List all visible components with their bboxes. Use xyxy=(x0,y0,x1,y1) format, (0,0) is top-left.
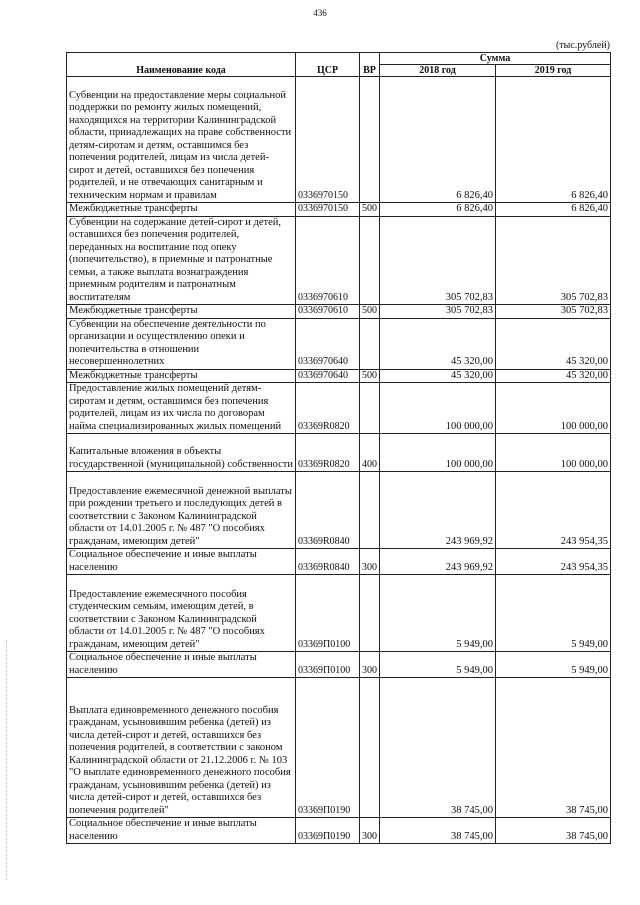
row-value-2019: 100 000,00 xyxy=(496,434,611,472)
row-value-2018: 6 826,40 xyxy=(380,203,496,217)
row-value-2019: 6 826,40 xyxy=(496,203,611,217)
row-csr: 03369R0840 xyxy=(296,472,360,549)
table-row xyxy=(67,383,611,434)
row-csr: 03369R0820 xyxy=(296,383,360,434)
table-row xyxy=(67,216,611,305)
row-name: Межбюджетные трансферты xyxy=(67,203,296,217)
row-name: Предоставление жилых помещений детям-сиротам и детям, оставшимся без попечения родителей, лицам из их числа по договорам найма специализированных жилых помещений xyxy=(67,383,296,434)
margin-dotted-line xyxy=(6,640,8,880)
row-value-2018: 45 320,00 xyxy=(380,318,496,369)
row-value-2018: 45 320,00 xyxy=(380,369,496,383)
row-csr: 0336970640 xyxy=(296,318,360,369)
table-row xyxy=(67,549,611,575)
row-value-2018: 305 702,83 xyxy=(380,305,496,319)
row-name: Предоставление ежемесячного пособия студенческим семьям, имеющим детей, в соответствии с Законом Калининградской области от 14.01.2005 г. № 487 "О пособиях гражданам, имеющим детей" xyxy=(67,575,296,652)
row-name: Межбюджетные трансферты xyxy=(67,305,296,319)
row-name: Капитальные вложения в объекты государственной (муниципальной) собственности xyxy=(67,434,296,472)
row-csr: 0336970610 xyxy=(296,305,360,319)
table-row xyxy=(67,434,611,472)
row-vr: 300 xyxy=(360,818,380,844)
row-vr: 500 xyxy=(360,369,380,383)
row-value-2018: 5 949,00 xyxy=(380,575,496,652)
row-csr: 0336970150 xyxy=(296,203,360,217)
row-csr: 03369П0190 xyxy=(296,818,360,844)
row-value-2019: 45 320,00 xyxy=(496,318,611,369)
row-vr: 300 xyxy=(360,549,380,575)
row-csr: 03369R0840 xyxy=(296,549,360,575)
row-value-2019: 38 745,00 xyxy=(496,818,611,844)
units-label: (тыс.рублей) xyxy=(555,40,610,51)
row-name: Субвенции на обеспечение деятельности по организации и осуществлению опеки и попечительства в отношении несовершеннолетних xyxy=(67,318,296,369)
row-value-2018: 38 745,00 xyxy=(380,818,496,844)
row-vr xyxy=(360,383,380,434)
row-csr: 03369П0100 xyxy=(296,652,360,678)
row-name: Предоставление ежемесячной денежной выплаты при рождении третьего и последующих детей в соответствии с Законом Калининградской области от 14.01.2005 г. № 487 "О пособиях гражданам, имеющим детей" xyxy=(67,472,296,549)
header-csr: ЦСР xyxy=(296,53,360,77)
row-vr xyxy=(360,318,380,369)
row-value-2019: 305 702,83 xyxy=(496,305,611,319)
row-name: Межбюджетные трансферты xyxy=(67,369,296,383)
row-value-2019: 6 826,40 xyxy=(496,77,611,203)
row-vr xyxy=(360,472,380,549)
table-row xyxy=(67,369,611,383)
row-value-2018: 5 949,00 xyxy=(380,652,496,678)
table-row xyxy=(67,472,611,549)
row-vr xyxy=(360,678,380,818)
header-row-top xyxy=(67,53,611,65)
row-value-2019: 243 954,35 xyxy=(496,472,611,549)
row-value-2019: 38 745,00 xyxy=(496,678,611,818)
row-name: Субвенции на содержание детей-сирот и детей, оставшихся без попечения родителей, переданных на воспитание под опеку (попечительство), в приемные и патронатные семьи, а также выплата вознаграждения приемным родителям и патронатным воспитателям xyxy=(67,216,296,305)
row-value-2018: 6 826,40 xyxy=(380,77,496,203)
row-value-2018: 38 745,00 xyxy=(380,678,496,818)
header-name: Наименование кода xyxy=(67,53,296,77)
table-row xyxy=(67,305,611,319)
row-vr: 500 xyxy=(360,203,380,217)
table-row xyxy=(67,575,611,652)
row-name: Выплата единовременного денежного пособия гражданам, усыновившим ребенка (детей) из числа детей-сирот и детей, оставшихся без попечения родителей, в соответствии с законом Калининградской области от 21.12.2006 г. № 103 "О выплате единовременного денежного пособия гражданам, усыновившим ребенка (детей) из числа детей-сирот и детей, оставшихся без попечения родителей" xyxy=(67,678,296,818)
table-row xyxy=(67,818,611,844)
row-value-2019: 243 954,35 xyxy=(496,549,611,575)
row-value-2019: 100 000,00 xyxy=(496,383,611,434)
row-name: Социальное обеспечение и иные выплаты населению xyxy=(67,818,296,844)
header-year-2019: 2019 год xyxy=(496,65,611,77)
row-value-2019: 5 949,00 xyxy=(496,575,611,652)
row-vr: 400 xyxy=(360,434,380,472)
row-name: Субвенции на предоставление меры социальной поддержки по ремонту жилых помещений, находящихся на территории Калининградской области, принадлежащих на праве собственности детям-сиротам и детям, оставшимся без попечения родителей, лицам из числа детей-сирот и детей, оставшихся без попечения родителей, и не отвечающих санитарным и техническим нормам и правилам xyxy=(67,77,296,203)
table-row xyxy=(67,678,611,818)
row-vr: 300 xyxy=(360,652,380,678)
table-row xyxy=(67,203,611,217)
header-sum: Сумма xyxy=(380,53,611,65)
row-vr xyxy=(360,77,380,203)
page-number: 436 xyxy=(313,8,327,18)
row-vr xyxy=(360,575,380,652)
row-vr xyxy=(360,216,380,305)
table-row xyxy=(67,77,611,203)
row-value-2018: 100 000,00 xyxy=(380,383,496,434)
header-year-2018: 2018 год xyxy=(380,65,496,77)
row-name: Социальное обеспечение и иные выплаты населению xyxy=(67,549,296,575)
row-csr: 0336970610 xyxy=(296,216,360,305)
header-vr: ВР xyxy=(360,53,380,77)
budget-table xyxy=(66,52,611,844)
row-value-2018: 100 000,00 xyxy=(380,434,496,472)
row-value-2018: 305 702,83 xyxy=(380,216,496,305)
row-value-2019: 305 702,83 xyxy=(496,216,611,305)
row-csr: 03369R0820 xyxy=(296,434,360,472)
row-csr: 03369П0190 xyxy=(296,678,360,818)
row-csr: 0336970150 xyxy=(296,77,360,203)
row-value-2018: 243 969,92 xyxy=(380,472,496,549)
row-csr: 0336970640 xyxy=(296,369,360,383)
row-value-2019: 45 320,00 xyxy=(496,369,611,383)
row-name: Социальное обеспечение и иные выплаты населению xyxy=(67,652,296,678)
row-value-2018: 243 969,92 xyxy=(380,549,496,575)
row-csr: 03369П0100 xyxy=(296,575,360,652)
row-vr: 500 xyxy=(360,305,380,319)
table-row xyxy=(67,318,611,369)
table-row xyxy=(67,652,611,678)
row-value-2019: 5 949,00 xyxy=(496,652,611,678)
